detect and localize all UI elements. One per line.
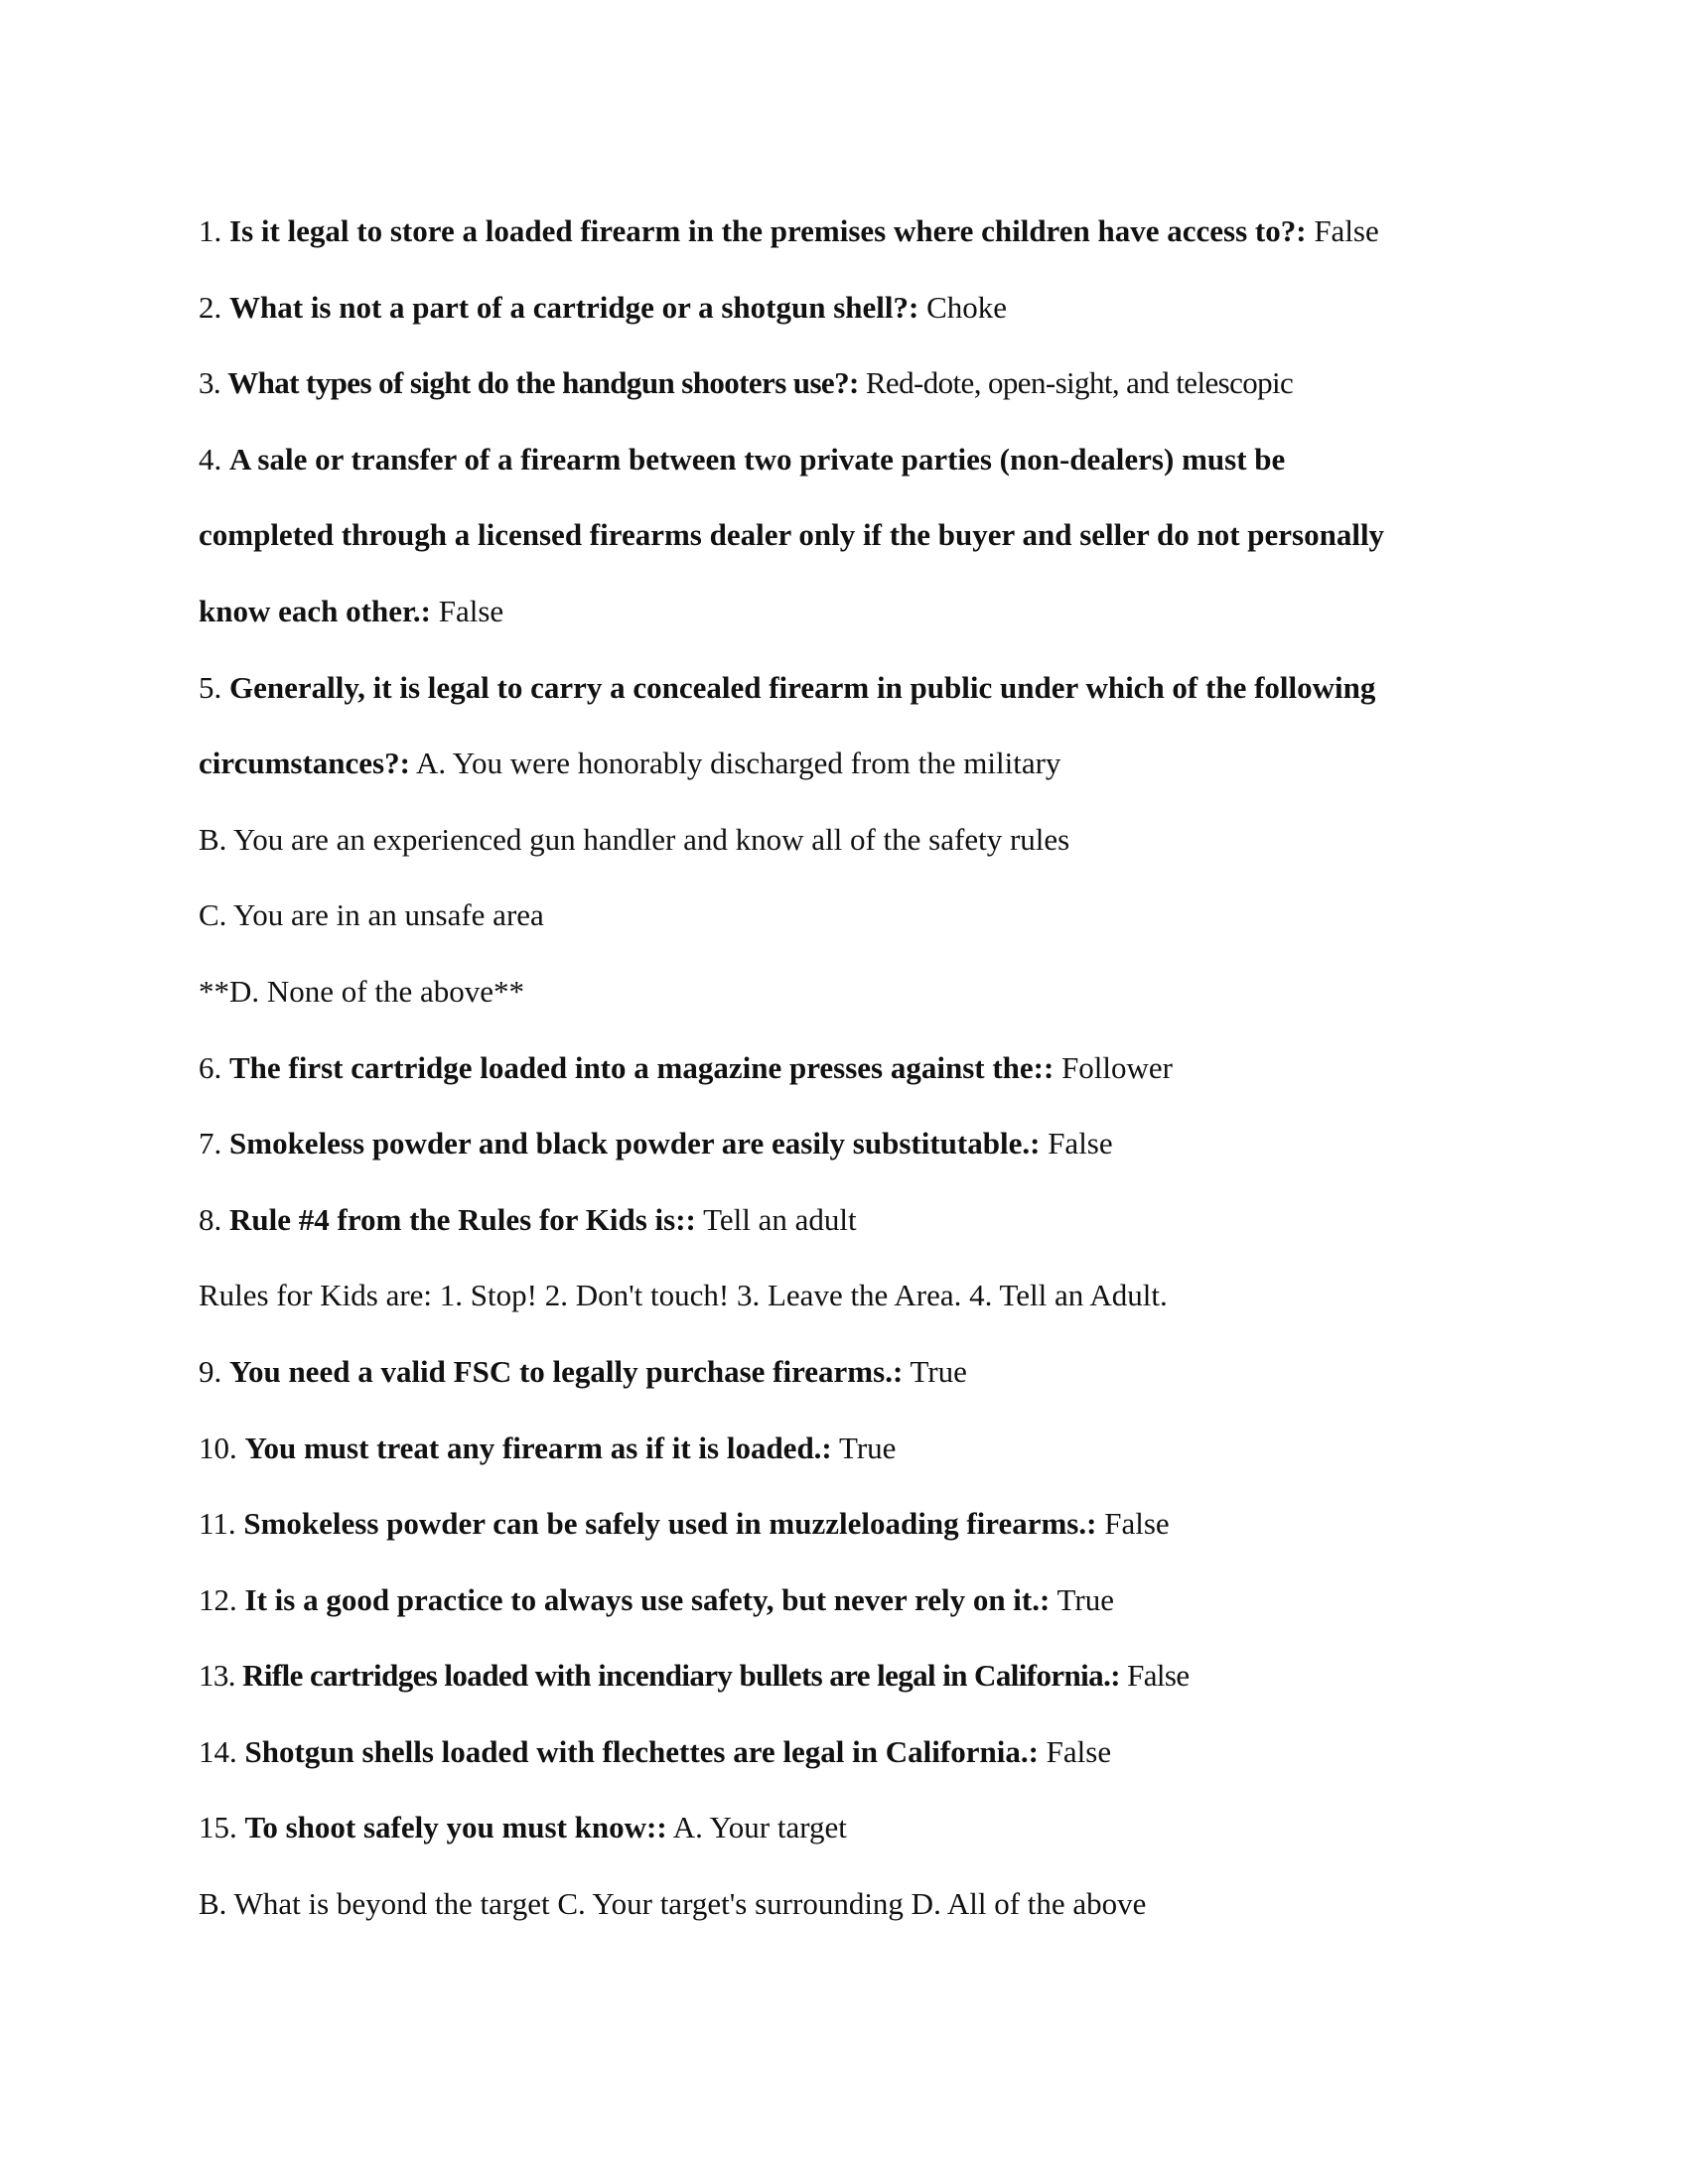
item-number: 6. [199,1049,222,1085]
answer-text: False [1104,1506,1170,1542]
answer-text: True [910,1353,967,1389]
question-text: Smokeless powder and black powder are easily substitutable.: [229,1126,1041,1161]
item-number: 10. [199,1430,237,1465]
item-number: 15. [199,1810,237,1845]
item-number: 5. [199,669,222,705]
list-item [199,194,1509,270]
question-text: What types of sight do the handgun shooters use?: [227,365,859,401]
item-number: 12. [199,1581,237,1617]
answer-text: Tell an adult [703,1201,857,1237]
answer-option: C. You are in an unsafe area [199,897,544,933]
list-item [199,1714,1509,1791]
list-item [199,650,1509,727]
item-number: 13. [199,1658,235,1694]
list-item [199,1486,1509,1563]
answer-text: Choke [926,289,1008,325]
question-text: You need a valid FSC to legally purchase firearms.: [229,1353,904,1389]
question-text-line-3: know each other.: [199,593,431,628]
list-item-continuation [199,497,1509,574]
list-item [199,1638,1509,1714]
question-text: To shoot safely you must know:: [244,1810,667,1845]
answer-option: **D. None of the above** [199,973,524,1009]
question-text: What is not a part of a cartridge or a shotgun shell?: [229,289,919,325]
item-number: 3. [199,365,221,401]
item-number: 14. [199,1733,237,1769]
item-number: 8. [199,1201,222,1237]
answer-text: False [1127,1658,1190,1694]
answer-text: False [1048,1126,1113,1161]
answer-text: True [838,1430,897,1465]
list-item [199,1411,1509,1487]
answer-text: False [1046,1733,1112,1769]
question-text: It is a good practice to always use safety, but never rely on it.: [244,1581,1051,1617]
quiz-answer-list [199,194,1509,1943]
question-text: The first cartridge loaded into a magazine presses against the:: [229,1049,1055,1085]
item-number: 2. [199,289,222,325]
answer-option: B. What is beyond the target C. Your target's surrounding D. All of the above [199,1886,1147,1922]
question-text: Rifle cartridges loaded with incendiary bullets are legal in California.: [242,1658,1120,1694]
answer-note: Rules for Kids are: 1. Stop! 2. Don't touch! 3. Leave the Area. 4. Tell an Adult. [199,1278,1168,1313]
question-text-line-2: circumstances?: [199,746,410,781]
answer-text: False [1314,213,1379,248]
list-item [199,1106,1509,1182]
item-number: 11. [199,1506,236,1542]
question-text-line-1: A sale or transfer of a firearm between two private parties (non-dealers) must be [229,441,1286,477]
list-item [199,1563,1509,1639]
list-item [199,270,1509,346]
list-item [199,1182,1509,1259]
item-number: 9. [199,1353,222,1389]
answer-option: B. You are an experienced gun handler and know all of the safety rules [199,821,1070,857]
question-text: Rule #4 from the Rules for Kids is:: [229,1201,696,1237]
item-number: 1. [199,213,222,248]
list-item [199,345,1509,422]
question-text: Is it legal to store a loaded firearm in the premises where children have access to?: [229,213,1307,248]
question-text: You must treat any firearm as if it is loaded.: [244,1430,832,1465]
list-item [199,1030,1509,1107]
list-item [199,1790,1509,1866]
item-number: 4. [199,441,222,477]
answer-text: Follower [1061,1049,1173,1085]
answer-text: A. Your target [672,1810,847,1845]
item-number: 7. [199,1126,222,1161]
question-text-line-1: Generally, it is legal to carry a concealed firearm in public under which of the following [229,669,1376,705]
answer-text: False [438,593,504,628]
list-item-continuation [199,574,1509,650]
question-text: Smokeless powder can be safely used in muzzleloading firearms.: [243,1506,1097,1542]
answer-text: Red-dote, open-sight, and telescopic [865,365,1294,401]
answer-text: True [1056,1581,1114,1617]
list-item [199,422,1509,498]
list-item [199,1334,1509,1411]
question-text-line-2: completed through a licensed firearms dealer only if the buyer and seller do not personally [199,517,1385,553]
list-item-continuation [199,726,1509,802]
question-text: Shotgun shells loaded with flechettes are legal in California.: [244,1733,1039,1769]
answer-text: A. You were honorably discharged from the military [415,746,1061,781]
